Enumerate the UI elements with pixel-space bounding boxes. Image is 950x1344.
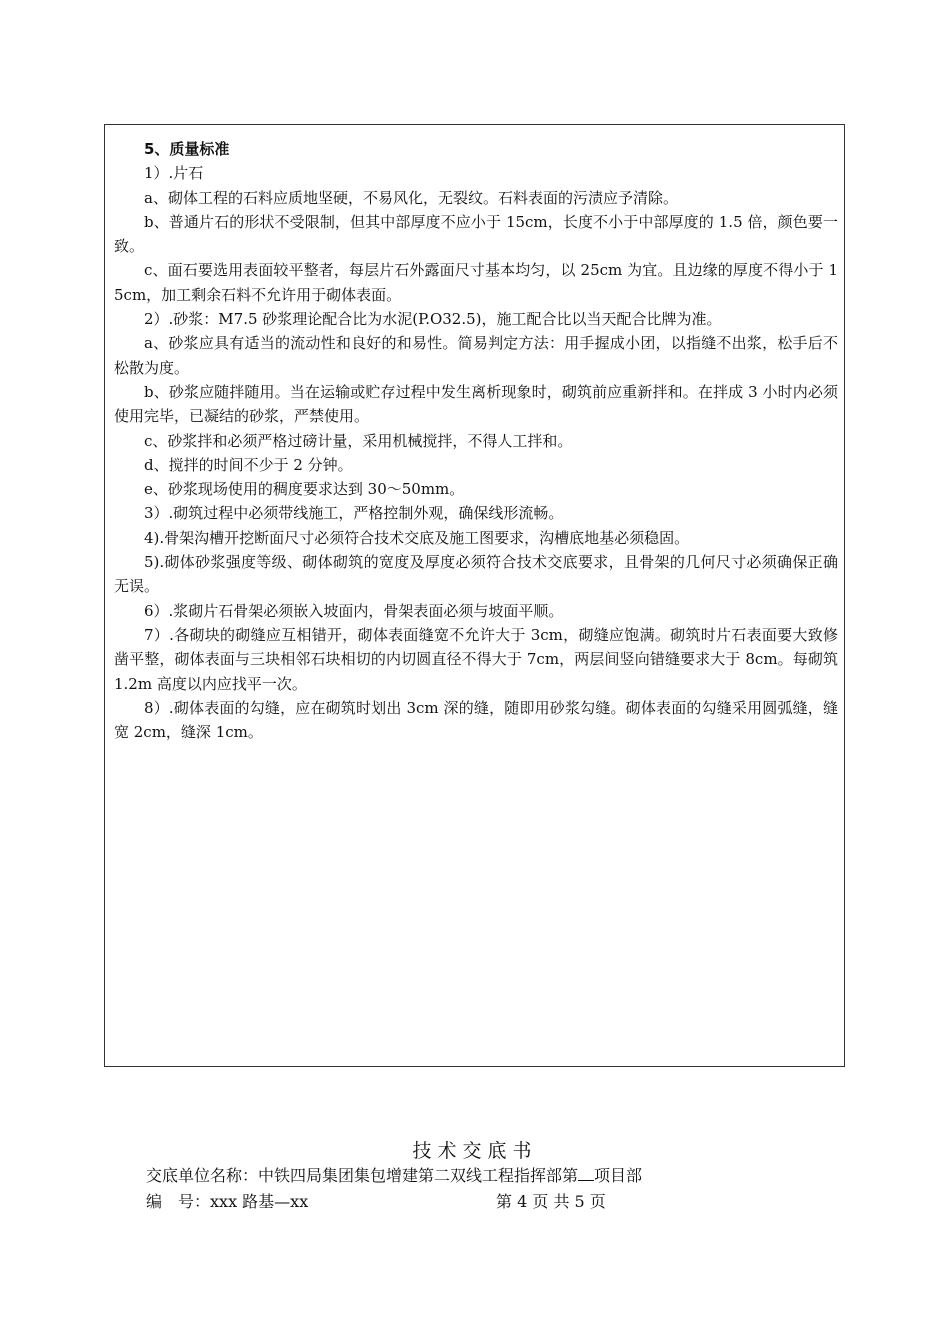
number-label: 编 号： xyxy=(146,1192,211,1211)
paragraph: 2）.砂浆：M7.5 砂浆理论配合比为水泥(P.O32.5)，施工配合比以当天配合比牌为准。 xyxy=(144,310,722,329)
paragraph: c、砂浆拌和必须严格过磅计量，采用机械搅拌，不得人工拌和。 xyxy=(144,431,573,450)
paragraph: e、砂浆现场使用的稠度要求达到 30～50mm。 xyxy=(144,480,465,499)
paragraph: a、砂浆应具有适当的流动性和良好的和易性。简易判定方法：用手握成小团，以指缝不出浆，松手后不松散为度。 xyxy=(114,334,838,377)
paragraph: a、砌体工程的石料应质地坚硬，不易风化，无裂纹。石料表面的污渍应予清除。 xyxy=(144,188,678,207)
paragraph: d、搅拌的时间不少于 2 分钟。 xyxy=(144,455,353,474)
document-body xyxy=(114,137,838,744)
paragraph: 1）.片石 xyxy=(144,164,204,183)
unit-line xyxy=(146,1163,642,1186)
number-line xyxy=(146,1189,308,1212)
paragraph: 5).砌体砂浆强度等级、砌体砌筑的宽度及厚度必须符合技术交底要求，且骨架的几何尺寸必须确保正确无误。 xyxy=(114,553,838,596)
unit-label: 交底单位名称： xyxy=(146,1166,259,1185)
paragraph: 6）.浆砌片石骨架必须嵌入坡面内，骨架表面必须与坡面平顺。 xyxy=(144,601,564,620)
section-heading: 5、质量标准 xyxy=(144,140,230,158)
paragraph: 7）.各砌块的砌缝应互相错开，砌体表面缝宽不允许大于 3cm，砌缝应饱满。砌筑时片石表面要大致修凿平整，砌体表面与三块相邻石块相切的内切圆直径不得大于 7cm，两层间竖向错缝要求大于 8cm。每砌筑 1.2m 高度以内应找平一次。 xyxy=(114,625,838,693)
paragraph: 8）.砌体表面的勾缝，应在砌筑时划出 3cm 深的缝，随即用砂浆勾缝。砌体表面的勾缝采用圆弧缝，缝宽 2cm，缝深 1cm。 xyxy=(114,698,838,742)
document-title: 技术交底书 xyxy=(412,1140,538,1162)
paragraph: c、面石要选用表面较平整者，每层片石外露面尺寸基本均匀，以 25cm 为宜。且边缘的厚度不得小于 15cm，加工剩余石料不允许用于砌体表面。 xyxy=(114,261,838,304)
blank-underline xyxy=(578,1166,594,1181)
number-value: xxx 路基—xx xyxy=(210,1192,309,1211)
paragraph: 3）.砌筑过程中必须带线施工，严格控制外观，确保线形流畅。 xyxy=(144,504,564,523)
paragraph: 4).骨架沟槽开挖断面尺寸必须符合技术交底及施工图要求，沟槽底地基必须稳固。 xyxy=(144,528,690,547)
paragraph: b、砂浆应随拌随用。当在运输或贮存过程中发生离析现象时，砌筑前应重新拌和。在拌成 3 小时内必须使用完毕，已凝结的砂浆，严禁使用。 xyxy=(114,382,838,426)
unit-suffix: 项目部 xyxy=(594,1166,643,1185)
paragraph: b、普通片石的形状不受限制，但其中部厚度不应小于 15cm，长度不小于中部厚度的 1.5 倍，颜色要一致。 xyxy=(114,212,838,256)
unit-value: 中铁四局集团集包增建第二双线工程指挥部第 xyxy=(258,1166,579,1185)
page-indicator: 第 4 页 共 5 页 xyxy=(496,1192,606,1211)
